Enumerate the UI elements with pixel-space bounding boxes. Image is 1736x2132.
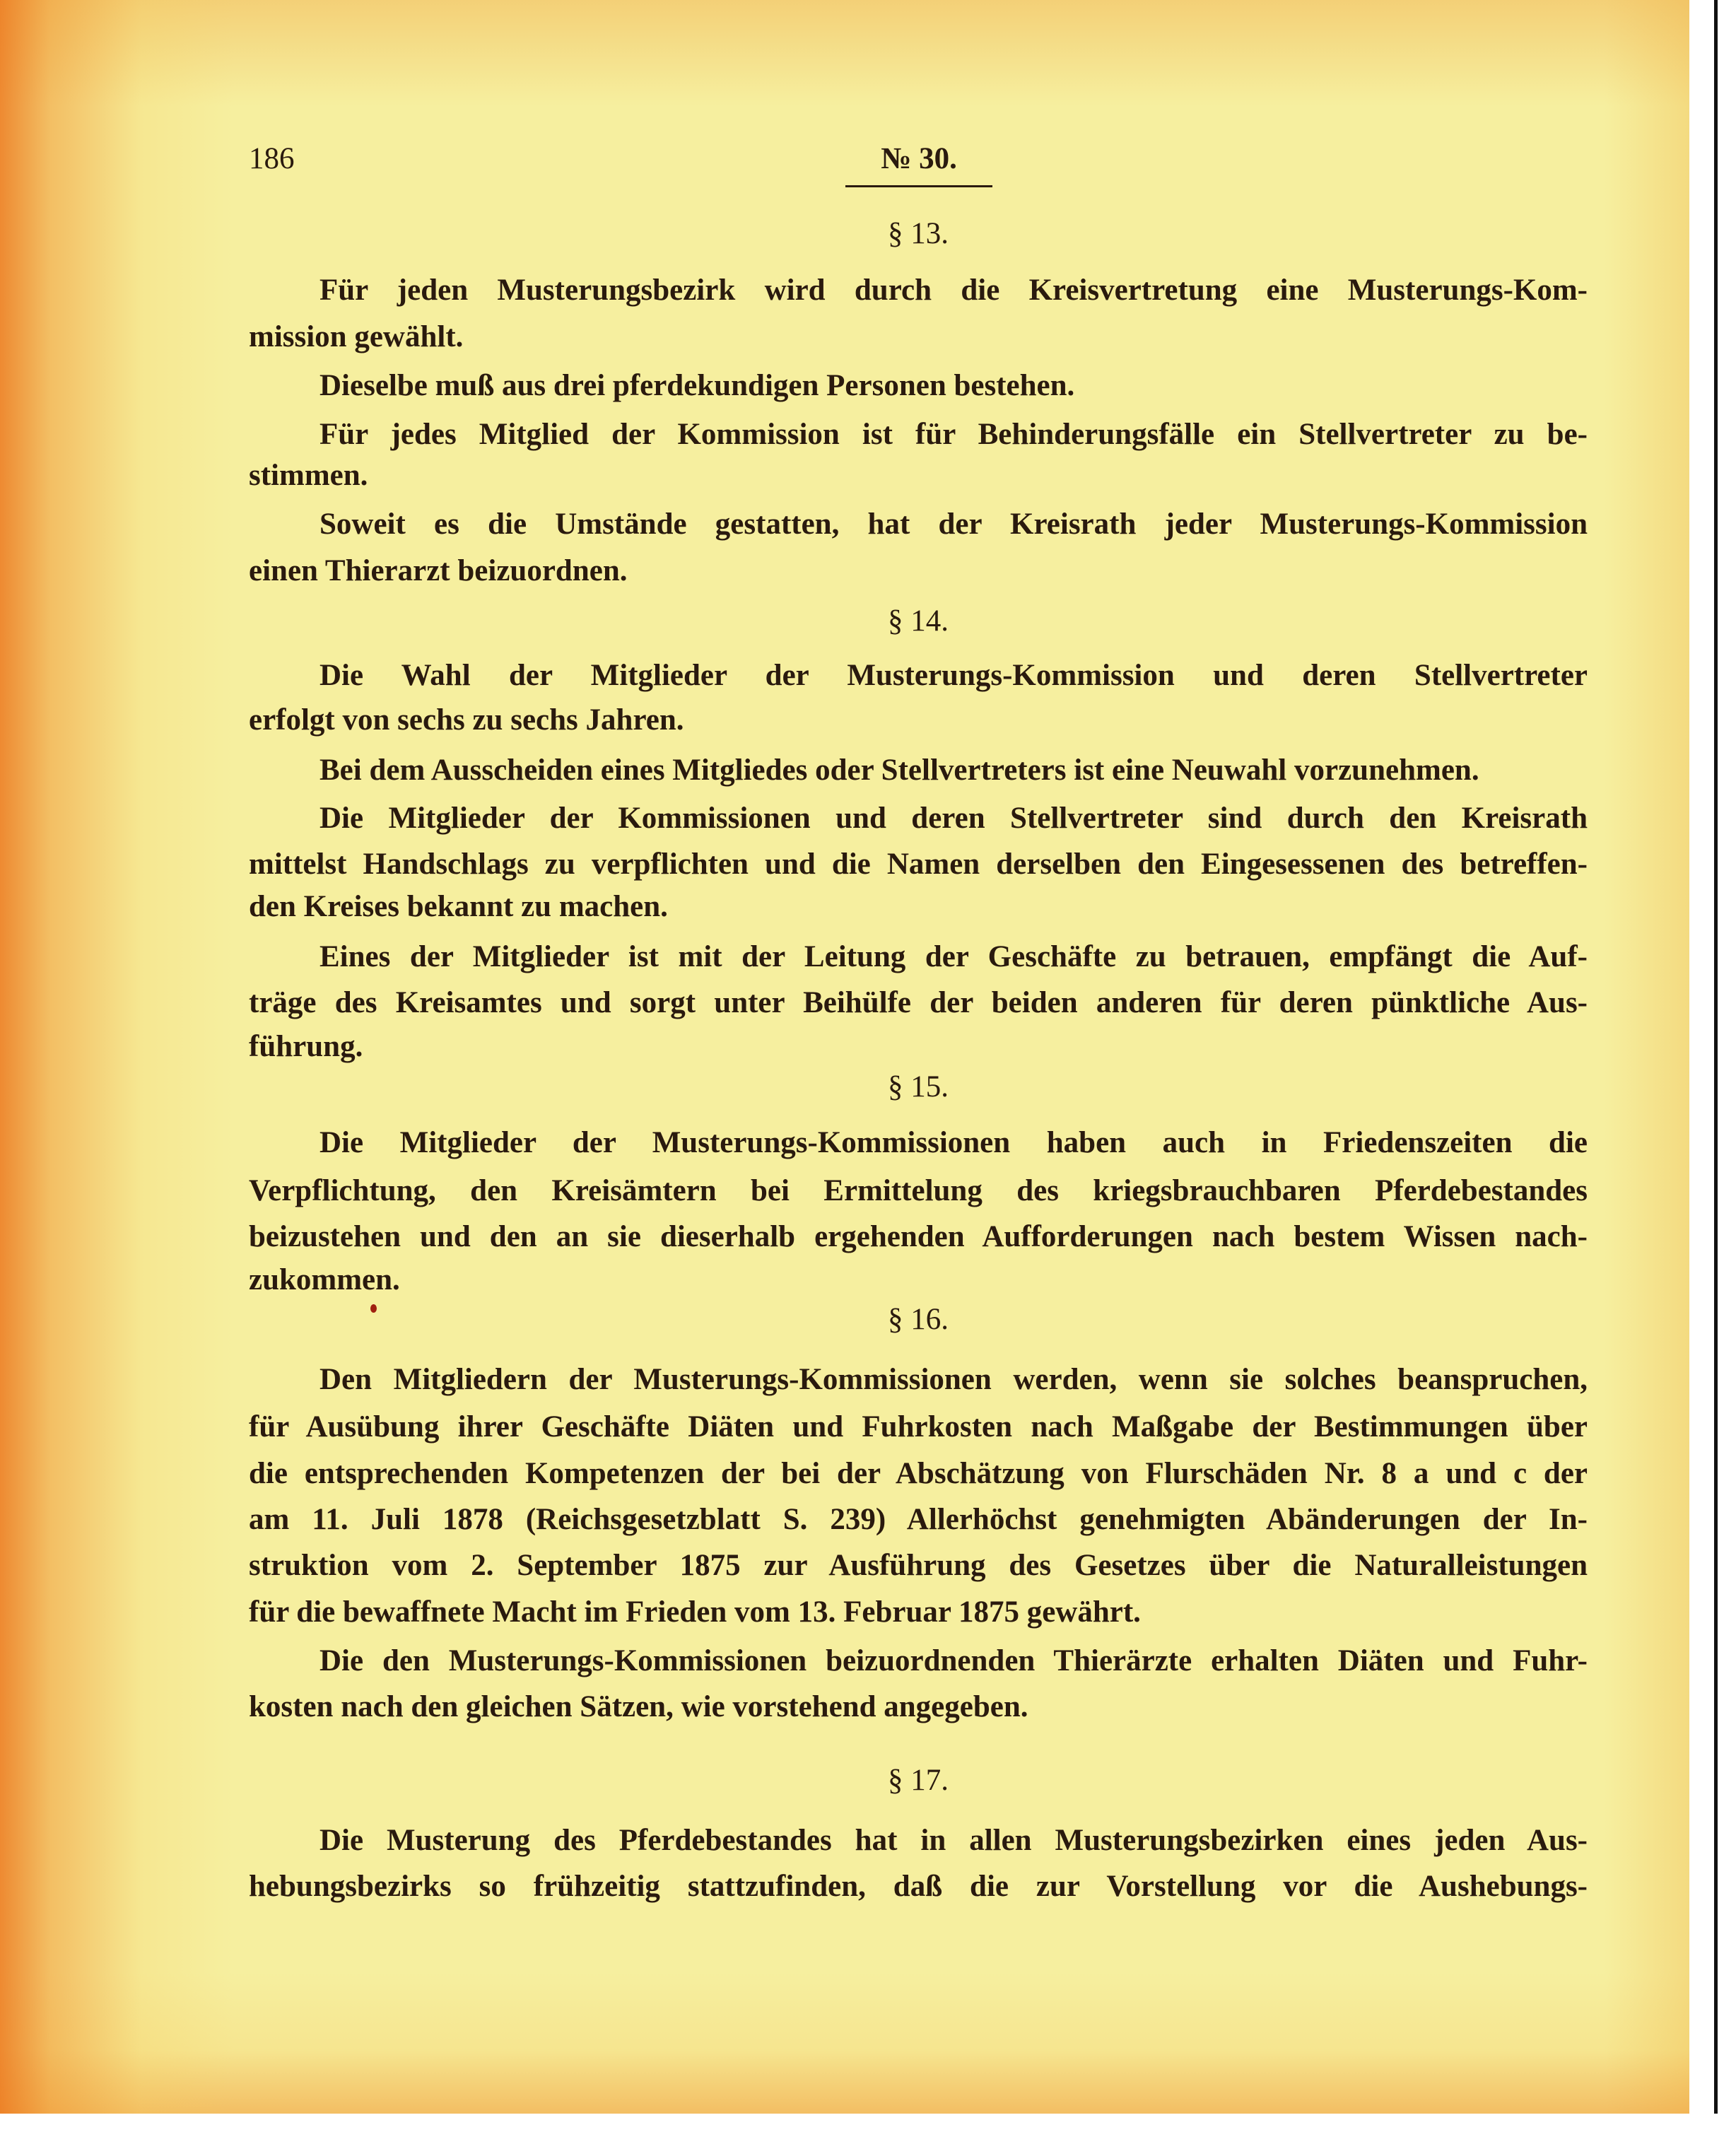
text-line: Bei dem Ausscheiden eines Mitgliedes oder Stellvertreters ist eine Neuwahl vorzunehmen. [319, 754, 1479, 787]
text-line: kosten nach den gleichen Sätzen, wie vorstehend angegeben. [249, 1690, 1028, 1723]
section-heading: § 17. [888, 1764, 949, 1797]
text-line: Die Mitglieder der Kommissionen und deren Stellvertreter sind durch den Kreisrath [319, 802, 1588, 835]
section-heading: § 13. [888, 217, 949, 250]
text-line: führung. [249, 1030, 363, 1063]
text-line: erfolgt von sechs zu sechs Jahren. [249, 703, 684, 737]
text-line: träge des Kreisamtes und sorgt unter Beihülfe der beiden anderen für deren pünktliche Aus- [249, 986, 1588, 1019]
section-heading: § 14. [888, 604, 949, 638]
text-line: struktion vom 2. September 1875 zur Ausführung des Gesetzes über die Naturalleistungen [249, 1549, 1588, 1582]
section-heading: § 15. [888, 1070, 949, 1103]
text-line: mittelst Handschlags zu verpflichten und die Namen derselben den Eingesessenen des betreffen- [249, 848, 1588, 881]
text-line: mission gewählt. [249, 320, 464, 353]
text-line: Die Mitglieder der Musterungs-Kommissionen haben auch in Friedenszeiten die [319, 1126, 1588, 1159]
text-line: den Kreises bekannt zu machen. [249, 890, 668, 923]
text-line: Die Musterung des Pferdebestandes hat in allen Musterungsbezirken eines jeden Aus- [319, 1824, 1588, 1857]
text-line: Eines der Mitglieder ist mit der Leitung der Geschäfte zu betrauen, empfängt die Auf- [319, 940, 1588, 973]
text-line: Dieselbe muß aus drei pferdekundigen Personen bestehen. [319, 369, 1075, 402]
text-line: beizustehen und den an sie dieserhalb ergehenden Aufforderungen nach bestem Wissen nach- [249, 1220, 1588, 1253]
text-line: hebungsbezirks so frühzeitig stattzufinden, daß die zur Vorstellung vor die Aushebungs- [249, 1870, 1588, 1903]
header-underline [845, 185, 992, 187]
text-line: Die den Musterungs-Kommissionen beizuordnenden Thierärzte erhalten Diäten und Fuhr- [319, 1644, 1588, 1677]
text-line: Für jedes Mitglied der Kommission ist für Behinderungsfälle ein Stellvertreter zu be- [319, 418, 1588, 451]
text-line: für die bewaffnete Macht im Frieden vom 13. Februar 1875 gewährt. [249, 1595, 1141, 1629]
page-number: 186 [249, 142, 295, 175]
text-line: einen Thierarzt beizuordnen. [249, 554, 628, 587]
text-line: stimmen. [249, 459, 368, 492]
text-line: Die Wahl der Mitglieder der Musterungs-Kommission und deren Stellvertreter [319, 659, 1588, 692]
text-line: am 11. Juli 1878 (Reichsgesetzblatt S. 239) Allerhöchst genehmigten Abänderungen der In- [249, 1503, 1588, 1536]
issue-number: № 30. [881, 142, 957, 175]
text-line: Soweit es die Umstände gestatten, hat der Kreisrath jeder Musterungs-Kommission [319, 508, 1588, 541]
text-line: Für jeden Musterungsbezirk wird durch die Kreisvertretung eine Musterungs-Kom- [319, 274, 1588, 307]
scan-edge-line [1714, 0, 1718, 2114]
text-line: die entsprechenden Kompetenzen der bei der Abschätzung von Flurschäden Nr. 8 a und c der [249, 1457, 1588, 1490]
text-line: Verpflichtung, den Kreisämtern bei Ermittelung des kriegsbrauchbaren Pferdebestandes [249, 1174, 1588, 1207]
text-line: für Ausübung ihrer Geschäfte Diäten und Fuhrkosten nach Maßgabe der Bestimmungen über [249, 1410, 1588, 1443]
section-heading: § 16. [888, 1303, 949, 1336]
text-line: Den Mitgliedern der Musterungs-Kommissionen werden, wenn sie solches beanspruchen, [319, 1363, 1588, 1396]
text-line: zukommen. [249, 1263, 400, 1296]
